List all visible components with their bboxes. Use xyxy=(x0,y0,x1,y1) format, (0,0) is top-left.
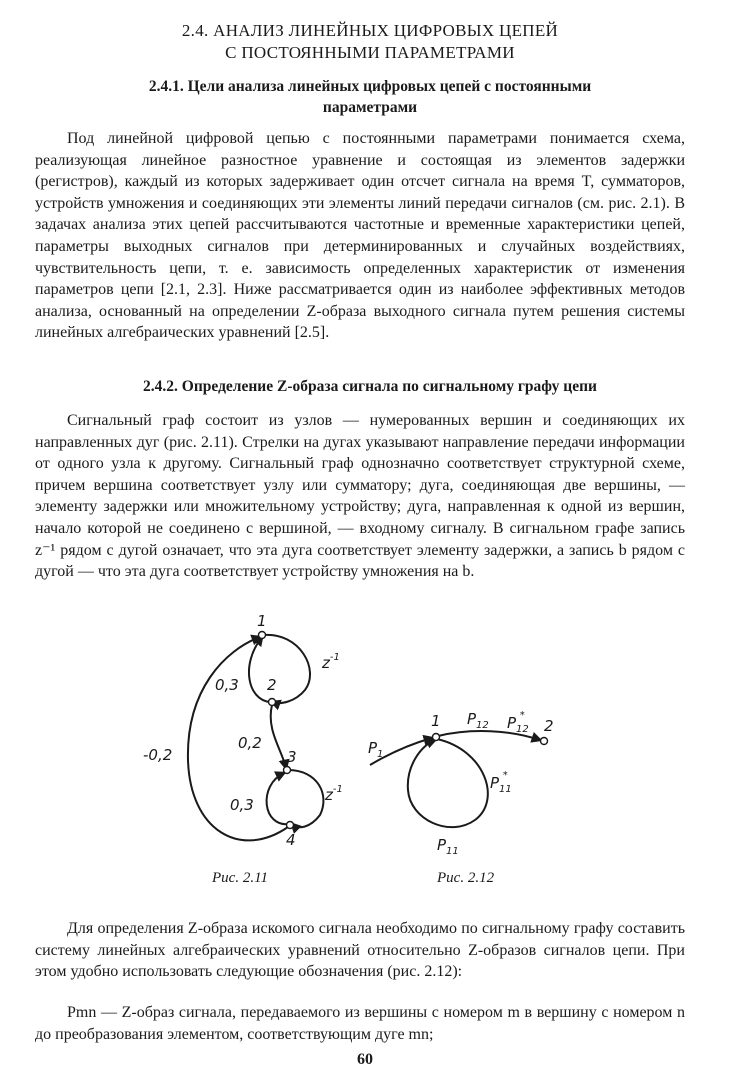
graph-node-2 xyxy=(541,738,548,745)
node-label-1: 1 xyxy=(431,712,441,730)
edge-4-3-weight xyxy=(267,773,290,824)
graph-node-2 xyxy=(269,699,276,706)
signal-graph-figure-2-12 xyxy=(368,710,554,857)
section-heading-2-4-2: 2.4.2. Определение Z-образа сигнала по сигнальному графу цепи xyxy=(143,378,597,395)
paragraph-signal-graph-text: Сигнальный граф состоит из узлов — нумерованных вершин и соединяющих их направленных дуг (рис. 2.11). Стрелки на дугах указывают направление передачи информации от одного узла к другому. Сигнальный граф однозначно соответствует структурной схеме, причем вершина соответствует узлу или сумматору; дуга, соединяющая две вершины, — элементу задержки или множительному устройству; дуга, направленная к одной из вершин, начало которой не соединено с вершиной, — входному сигналу. В сигнальном графе запись z⁻¹ рядом с дугой означает, что эта дуга соответствует элементу задержки, а запись b рядом с дугой — что эта дуга соответствует устройству умножения на b. xyxy=(35,412,685,581)
node-label-1: 1 xyxy=(257,612,267,630)
weight-label-0-3-top: 0,3 xyxy=(215,676,239,694)
page-number: 60 xyxy=(357,1051,373,1068)
definition-item-pmn xyxy=(35,1002,685,1045)
node-label-4: 4 xyxy=(286,831,296,849)
graph-node-1 xyxy=(433,734,440,741)
delay-label-bottom: $z^{-1}$ xyxy=(325,784,343,804)
node-label-2: 2 xyxy=(267,676,277,694)
node-label-3: 3 xyxy=(287,748,297,766)
edge-2-3 xyxy=(271,705,286,768)
delay-label-top: $z^{-1}$ xyxy=(322,652,340,672)
weight-label-0-2: 0,2 xyxy=(238,734,262,752)
figure-caption-2-12: Рис. 2.12 xyxy=(437,870,495,886)
heading-line-2: параметрами xyxy=(322,99,418,116)
paragraph-z-image xyxy=(35,918,685,983)
title-line-1: 2.4. АНАЛИЗ ЛИНЕЙНЫХ ЦИФРОВЫХ ЦЕПЕЙ xyxy=(181,21,559,40)
figures-area xyxy=(0,610,730,870)
signal-graph-figure-2-11 xyxy=(143,612,343,849)
label-p11: $P_{11}$ xyxy=(437,836,459,857)
graph-node-3 xyxy=(284,767,291,774)
heading-line-1: 2.4.1. Цели анализа линейных цифровых цепей с постоянными xyxy=(148,78,592,95)
figure-caption-2-11: Рис. 2.11 xyxy=(212,870,268,886)
paragraph-intro-text: Под линейной цифровой цепью с постоянными параметрами понимается схема, реализующая линейное разностное уравнение и состоящая из элементов задержки (регистров), каждый из которых задерживает один отсчет сигнала на время T, сумматоров, устройств умножения и соединяющих эти элементы линий передачи сигналов (см. рис. 2.1). В задачах анализа этих цепей рассчитываются частотные и временные характеристики цепей, параметры выходных сигналов при детерминированных и случайных воздействиях, чувствительность цепи, т. е. зависимость определенных характеристик от изменения параметров цепи [2.1, 2.3]. Ниже рассматривается один из наиболее эффективных методов анализа, основанный на определении Z-образа выходного сигнала путем решения системы линейных алгебраических уравнений [2.5]. xyxy=(35,130,685,342)
label-p12: $P_{12}$ xyxy=(467,710,489,731)
paragraph-intro xyxy=(35,128,685,344)
graph-node-4 xyxy=(287,822,294,829)
definition-item-pmn-text: Pmn — Z-образ сигнала, передаваемого из вершины с номером m в вершину с номером n до преобразования элементом, соответствующим дуге mn; xyxy=(35,1004,685,1043)
self-loop-1-1 xyxy=(408,739,488,827)
paragraph-z-image-text: Для определения Z-образа искомого сигнала необходимо по сигнальному графу составить систему линейных алгебраических уравнений относительно Z-образов сигналов цепи. При этом удобно использовать следующие обозначения (рис. 2.12): xyxy=(35,920,685,981)
title-line-2: С ПОСТОЯННЫМИ ПАРАМЕТРАМИ xyxy=(225,43,515,62)
paragraph-signal-graph xyxy=(35,410,685,583)
weight-label-0-3-bottom: 0,3 xyxy=(230,796,254,814)
edge-3-4-delay xyxy=(288,770,323,827)
page-title xyxy=(40,20,700,64)
graph-node-1 xyxy=(259,632,266,639)
label-p1: $P_1$ xyxy=(368,739,384,760)
label-p12-star: $P_{12}*$ xyxy=(507,710,529,735)
label-p11-star: $P_{11}*$ xyxy=(490,770,512,795)
weight-label-minus-0-2: -0,2 xyxy=(143,746,173,764)
node-label-2: 2 xyxy=(544,717,554,735)
section-heading-2-4-1 xyxy=(60,76,680,118)
